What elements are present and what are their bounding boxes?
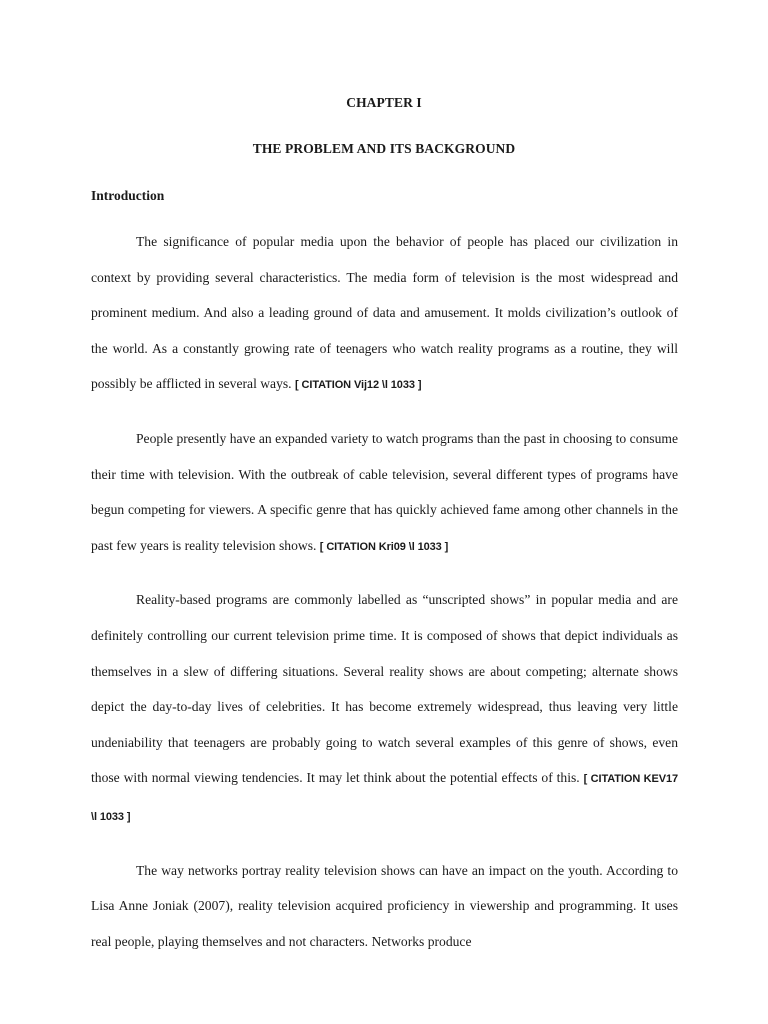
chapter-title: THE PROBLEM AND ITS BACKGROUND [252,141,516,156]
citation-field: [ CITATION Kri09 \l 1033 ] [319,540,449,553]
paragraph-text: Reality-based programs are commonly labelled as “unscripted shows” in popular media and are definitely controlling our current television prime time. It is composed of shows that depict individuals as themselves in a slew of differing situations. Several reality shows are about competing; alternate shows depict the day-to-day lives of celebrities. It has become extremely widespread, thus leaving very little undeniability that teenagers are probably going to watch several examples of this genre of shows, even those with normal viewing tendencies. It may let think about the potential effects of this. [91,592,678,786]
citation-field: [ CITATION Vij12 \l 1033 ] [295,379,422,392]
section-heading-introduction: Introduction [91,188,165,203]
paragraph-text: People presently have an expanded variety to watch programs than the past in choosing to consume their time with television. With the outbreak of cable television, several different types of programs have begun competing for viewers. A specific genre that has quickly achieved fame among other channels in the past few years is reality television shows. [91,430,678,553]
paragraph-4 [91,853,678,960]
body-text [91,224,678,976]
paragraph-2 [91,421,678,565]
paragraph-text: The way networks portray reality television shows can have an impact on the youth. According to Lisa Anne Joniak (2007), reality television acquired proficiency in viewership and programming. It uses real people, playing themselves and not characters. Networks produce [91,862,678,949]
citation-field: [ CITATION KEV17 \l 1033 ] [91,773,678,823]
paragraph-1 [91,224,678,404]
paragraph-3 [91,582,678,835]
paragraph-text: The significance of popular media upon the behavior of people has placed our civilization in context by providing several characteristics. The media form of television is the most widespread and prominent medium. And also a leading ground of data and amusement. It molds civilization’s outlook of the world. As a constantly growing rate of teenagers who watch reality programs as a routine, they will possibly be afflicted in several ways. [91,234,678,392]
chapter-heading: CHAPTER I [346,95,422,110]
